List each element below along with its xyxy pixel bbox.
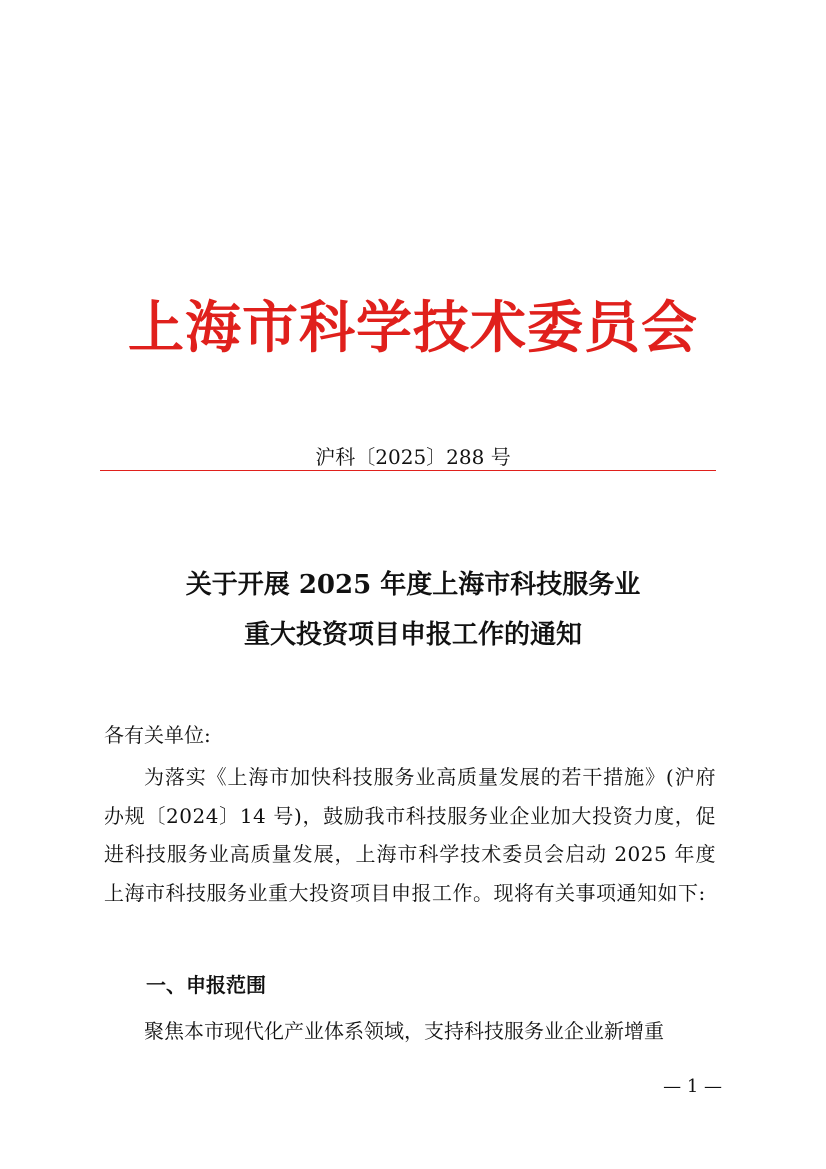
- notice-title: [0, 560, 826, 660]
- document-number: 沪科〔2025〕288 号: [315, 445, 511, 469]
- intro-paragraph: 为落实《上海市加快科技服务业高质量发展的若干措施》(沪府办规〔2024〕14 号)，鼓励我市科技服务业企业加大投资力度，促进科技服务业高质量发展，上海市科学技术委员会启动 2025 年度上海市科技服务业重大投资项目申报工作。现将有关事项通知如下:: [104, 765, 716, 905]
- notice-title-line-1: 关于开展 2025 年度上海市科技服务业: [185, 570, 641, 600]
- red-divider-line: [100, 470, 716, 471]
- organization-header: 上海市科学技术委员会: [128, 295, 698, 361]
- notice-title-line-2: 重大投资项目申报工作的通知: [243, 620, 582, 650]
- section-scope-text: 聚焦本市现代化产业体系领域，支持科技服务业企业新增重: [144, 1019, 664, 1043]
- page-number: — 1 —: [663, 1076, 722, 1097]
- section-heading-scope: 一、申报范围: [146, 973, 266, 997]
- salutation: 各有关单位:: [104, 723, 211, 747]
